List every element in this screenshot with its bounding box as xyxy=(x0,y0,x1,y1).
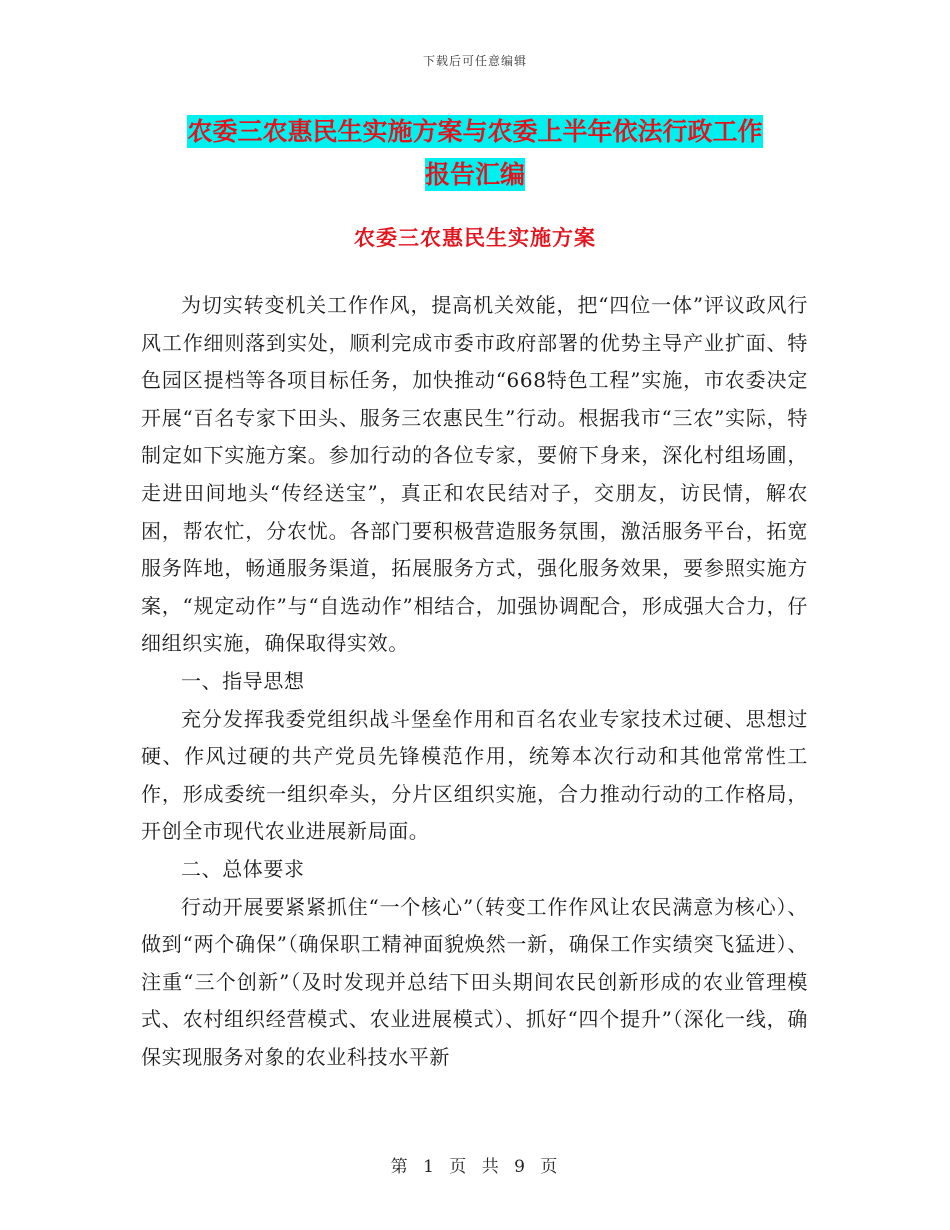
section-title: 农委三农惠民生实施方案 xyxy=(354,225,596,250)
document-title-line-1: 农委三农惠民生实施方案与农委上半年依法行政工作 xyxy=(187,117,763,146)
page-number: 第 1 页 共 9 页 xyxy=(390,1157,560,1177)
paragraph: 行动开展要紧紧抓住“一个核心”（转变工作作风让农民满意为核心）、做到“两个确保”（确保职工精神面貌焕然一新，确保工作实绩突飞猛进）、注重“三个创新”（及时发现并总结下田头期间农民创新形成的农业管理模式、农村组织经营模式、农业进展模式）、抓好“四个提升”（深化一线，确保实现服务对象的农业科技水平新 xyxy=(141,894,808,1069)
section-heading-guiding-thought: 一、指导思想 xyxy=(181,668,305,693)
paragraph: 为切实转变机关工作作风，提高机关效能，把“四位一体”评议政风行风工作细则落到实处，顺利完成市委市政府部署的优势主导产业扩面、特色园区提档等各项目标任务，加快推动“668特色工程”实施，市农委决定开展“百名专家下田头、服务三农惠民生”行动。根据我市“三农”实际，特制定如下实施方案。参加行动的各位专家，要俯下身来，深化村组场圃，走进田间地头“传经送宝”，真正和农民结对子，交朋友，访民情，解农困，帮农忙，分农忧。各部门要积极营造服务氛围，激活服务平台，拓宽服务阵地，畅通服务渠道，拓展服务方式，强化服务效果，要参照实施方案，“规定动作”与“自选动作”相结合，加强协调配合，形成强大合力，仔细组织实施，确保取得实效。 xyxy=(141,293,808,656)
document-title-line-2: 报告汇编 xyxy=(424,160,525,189)
section-heading-general-requirements: 二、总体要求 xyxy=(181,856,305,881)
paragraph: 充分发挥我委党组织战斗堡垒作用和百名农业专家技术过硬、思想过硬、作风过硬的共产党员先锋模范作用，统筹本次行动和其他常常性工作，形成委统一组织牵头，分片区组织实施，合力推动行动的工作格局，开创全市现代农业进展新局面。 xyxy=(141,706,808,844)
body-text xyxy=(141,287,808,1076)
header-note: 下载后可任意编辑 xyxy=(422,54,527,68)
document-title xyxy=(140,110,810,196)
